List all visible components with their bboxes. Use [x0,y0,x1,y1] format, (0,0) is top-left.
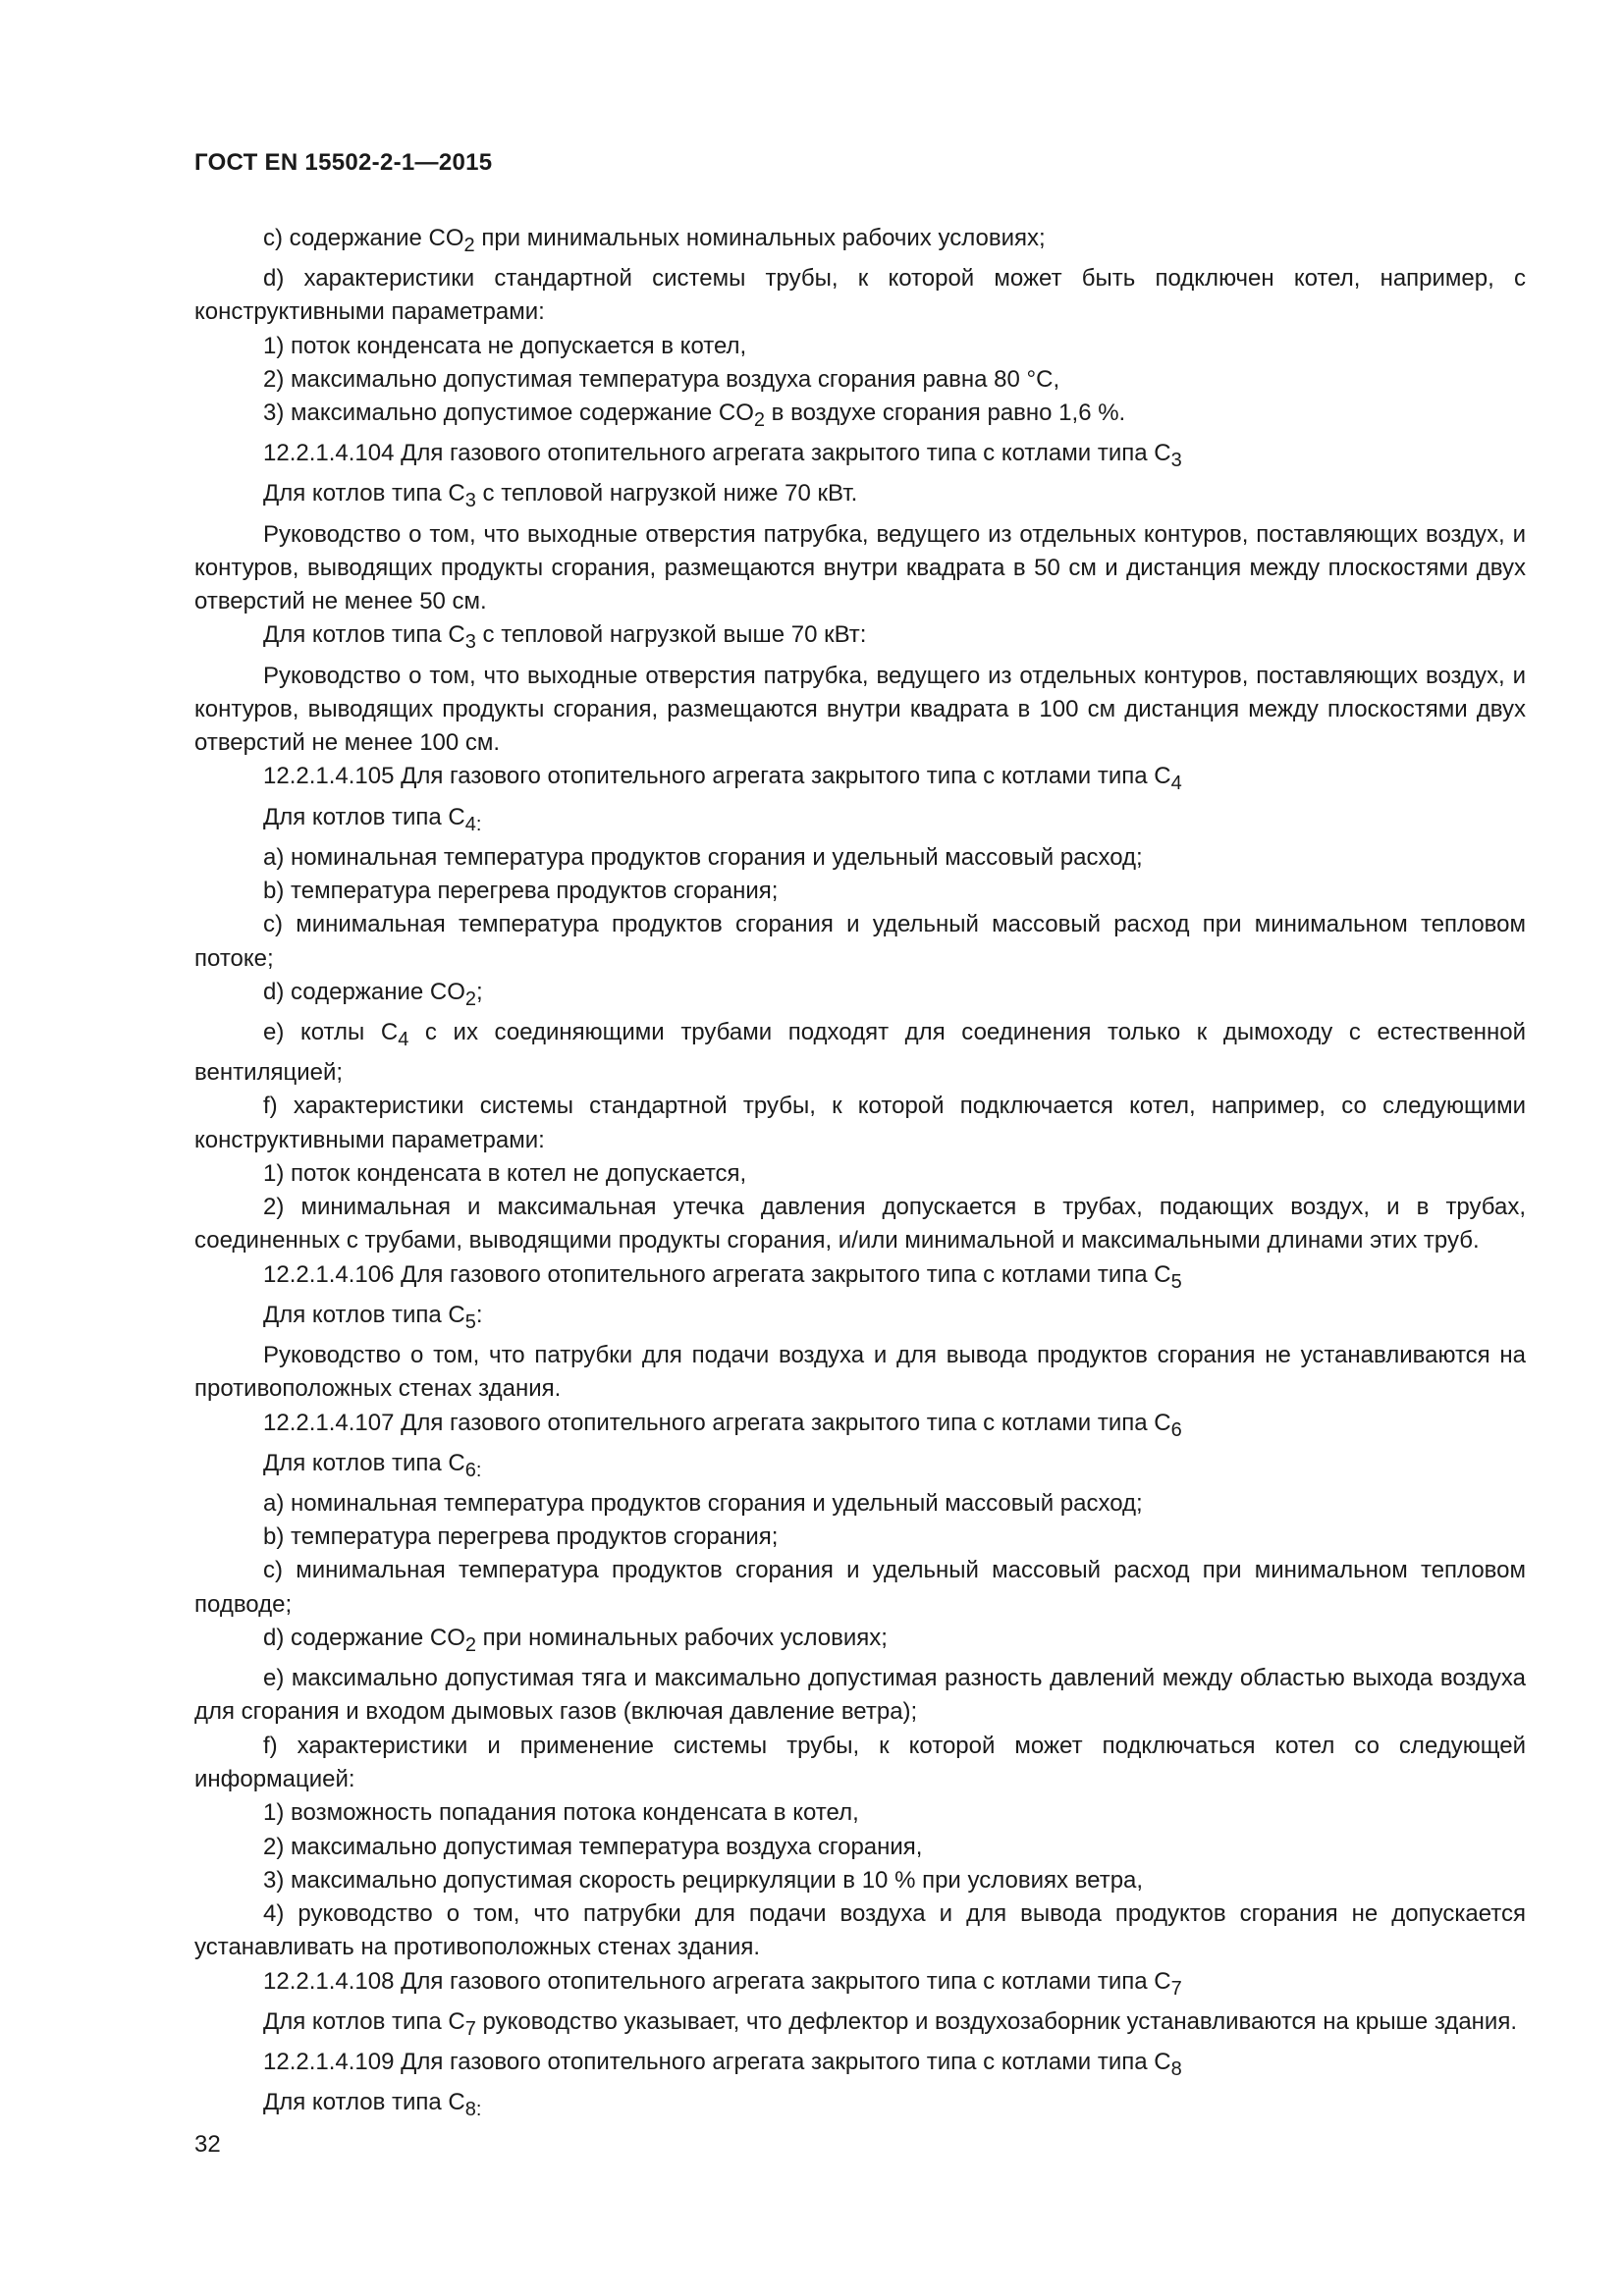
document-header: ГОСТ EN 15502-2-1—2015 [194,149,493,176]
paragraph: Для котлов типа $С_7$ руководство указывает, что дефлектор и воздухозаборник устанавливаются на крыше здания. [263,2007,1518,2040]
document-body [194,222,1526,2126]
paragraph: d) содержание $CO_2$ при номинальных рабочих условиях; [263,1624,888,1656]
section-heading: 12.2.1.4.107 Для газового отопительного агрегата закрытого типа с котлами типа $С_6$ [263,1409,1182,1441]
paragraph: 1) поток конденсата в котел не допускается, [263,1159,747,1187]
paragraph: 2) максимально допустимая температура воздуха сгорания, [263,1833,923,1860]
paragraph: 1) поток конденсата не допускается в котел, [263,332,747,359]
paragraph: b) температура перегрева продуктов сгорания; [263,877,779,904]
paragraph: Для котлов типа $С_{8:}$ [263,2088,482,2120]
section-heading: 12.2.1.4.109 Для газового отопительного агрегата закрытого типа с котлами типа $С_8$ [263,2048,1182,2080]
paragraph: с) минимальная температура продуктов сгорания и удельный массовый расход при минимальном тепловом подводе; [194,1557,1526,1618]
paragraph: е) максимально допустимая тяга и максимально допустимая разность давлений между областью выхода воздуха для сгорания и входом дымовых газов (включая давление ветра); [194,1665,1526,1726]
paragraph: а) номинальная температура продуктов сгорания и удельный массовый расход; [263,843,1143,871]
section-heading: 12.2.1.4.106 Для газового отопительного агрегата закрытого типа с котлами типа $С_5$ [263,1260,1182,1293]
paragraph: Для котлов типа $С_5$: [263,1301,483,1333]
paragraph: с) минимальная температура продуктов сгорания и удельный массовый расход при минимальном тепловом потоке; [194,911,1526,972]
paragraph: d) содержание $CO_2$; [263,978,483,1010]
section-heading: 12.2.1.4.105 Для газового отопительного агрегата закрытого типа с котлами типа $С_4$ [263,763,1182,795]
paragraph: Для котлов типа $С_{6:}$ [263,1449,482,1481]
paragraph: 4) руководство о том, что патрубки для подачи воздуха и для вывода продуктов сгорания не допускается устанавливать на противоположных стенах здания. [194,1900,1526,1961]
paragraph: Для котлов типа $С_{4:}$ [263,803,482,835]
paragraph: Для котлов типа $С_3$ с тепловой нагрузкой ниже 70 кВт. [263,480,858,512]
paragraph: 2) максимально допустимая температура воздуха сгорания равна 80 °C, [263,365,1060,393]
paragraph: 1) возможность попадания потока конденсата в котел, [263,1799,859,1827]
paragraph: b) температура перегрева продуктов сгорания; [263,1523,779,1551]
paragraph: 3) максимально допустимая скорость рециркуляции в 10 % при условиях ветра, [263,1866,1144,1894]
paragraph: Руководство о том, что выходные отверстия патрубка, ведущего из отдельных контуров, поставляющих воздух, и контуров, выводящих продукты сгорания, размещаются внутри квадрата в 100 см дистанция между плоскостями двух отверстий не менее 100 см. [194,662,1526,757]
paragraph: Руководство о том, что выходные отверстия патрубка, ведущего из отдельных контуров, поставляющих воздух, и контуров, выводящих продукты сгорания, размещаются внутри квадрата в 50 см и дистанция между плоскостями двух отверстий не менее 50 см. [194,520,1526,615]
paragraph: 2) минимальная и максимальная утечка давления допускается в трубах, подающих воздух, и в трубах, соединенных с трубами, выводящими продукты сгорания, и/или минимальной и максимальными длинами этих труб. [194,1194,1526,1255]
paragraph: а) номинальная температура продуктов сгорания и удельный массовый расход; [263,1489,1143,1517]
paragraph: Для котлов типа $С_3$ с тепловой нагрузкой выше 70 кВт: [263,621,867,654]
paragraph: с) содержание $CO_2$ при минимальных номинальных рабочих условиях; [263,225,1046,256]
paragraph: Руководство о том, что патрубки для подачи воздуха и для вывода продуктов сгорания не устанавливаются на противоположных стенах здания. [194,1341,1526,1403]
paragraph: 3) максимально допустимое содержание $CO_2$ в воздухе сгорания равно 1,6 %. [263,400,1126,432]
page-number: 32 [194,2131,221,2158]
section-heading: 12.2.1.4.108 Для газового отопительного агрегата закрытого типа с котлами типа $С_7$ [263,1967,1182,2000]
section-heading: 12.2.1.4.104 Для газового отопительного агрегата закрытого типа с котлами типа $С_3$ [263,440,1182,472]
paragraph: f) характеристики и применение системы трубы, к которой может подключаться котел со следующей информацией: [194,1732,1526,1792]
paragraph: f) характеристики системы стандартной трубы, к которой подключается котел, например, со следующими конструктивными параметрами: [194,1093,1526,1153]
paragraph: d) характеристики стандартной системы трубы, к которой может быть подключен котел, например, с конструктивными параметрами: [194,265,1526,326]
paragraph: е) котлы $С_4$ с их соединяющими трубами подходят для соединения только к дымоходу с естественной вентиляцией; [194,1018,1526,1086]
